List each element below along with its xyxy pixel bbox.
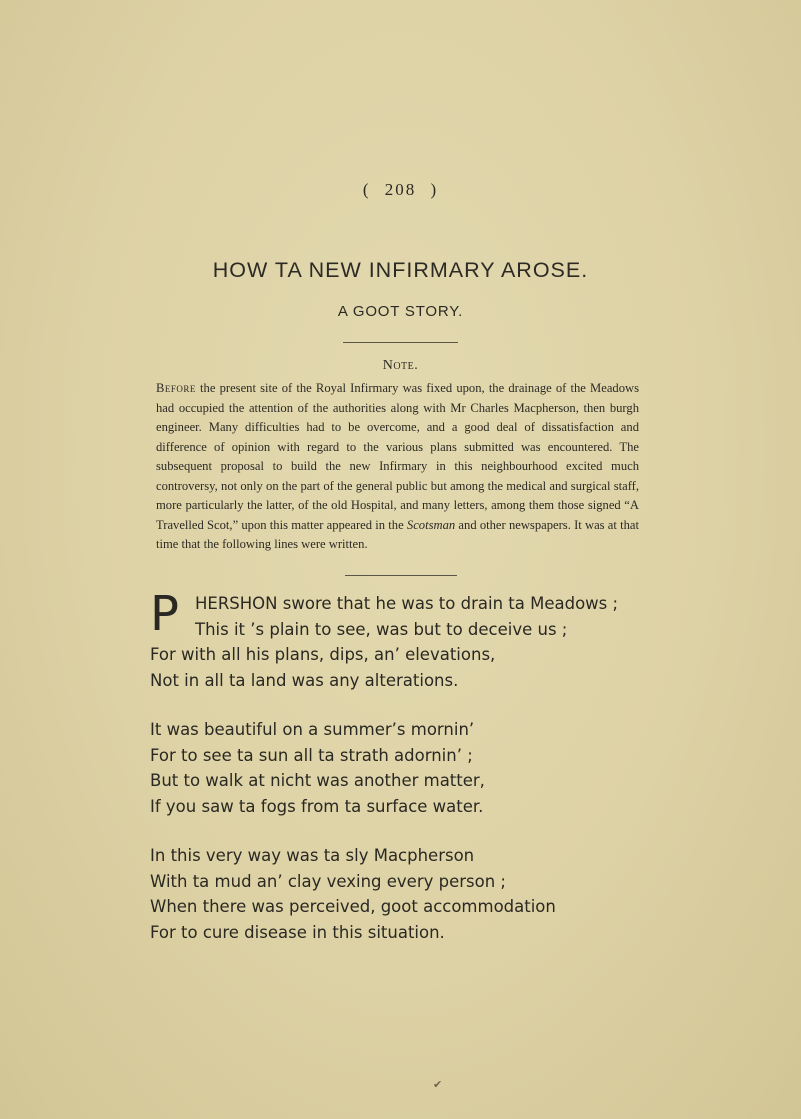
poem-line: For to see ta sun all ta strath adornin’ ; — [150, 745, 473, 765]
poem-line: If you saw ta fogs from ta surface water. — [150, 796, 484, 816]
note-heading: Note. — [382, 358, 419, 373]
stanza-gap — [150, 819, 710, 843]
poem-line: But to walk at nicht was another matter, — [150, 771, 485, 790]
drop-cap: P — [150, 586, 179, 642]
note-italic-newspaper: Scotsman — [406, 517, 456, 532]
divider-rule-bottom — [345, 575, 457, 576]
note-text-part-2: and other newspapers. It was at that time that the following lines were written. — [156, 517, 639, 551]
note-paragraph — [156, 379, 639, 555]
page-number: ( 208 ) — [362, 180, 439, 199]
note-lead-word: Before — [156, 381, 196, 395]
poem-line: It was beautiful on a summer’s mornin’ — [150, 720, 475, 739]
poem-line: For to cure disease in this situation. — [150, 922, 445, 942]
divider-rule-top — [343, 342, 458, 343]
poem-line: With ta mud an’ clay vexing every person ; — [150, 871, 506, 891]
poem — [150, 586, 710, 945]
poem-line: When there was perceived, goot accommodation — [150, 897, 556, 916]
poem-line: For with all his plans, dips, an’ elevations, — [150, 645, 496, 664]
note-text-part-1: the present site of the Royal Infirmary was fixed upon, the drainage of the Meadows had occupied the attention of the authorities along with Mr Charles Macpherson, then burgh engineer. Many difficulties had to be overcome, and a good deal of dissatisfaction and difference of opinion with regard to the various plans submitted was encountered. The subsequent proposal to build the new Infirmary in this neighbourhood excited much controversy, not only on the part of the general public but among the medical and surgical staff, more particularly the latter, of the old Hospital, and many letters, among them those signed “A Travelled Scot,” upon this matter appeared in the — [156, 381, 639, 532]
poem-line: In this very way was ta sly Macpherson — [150, 846, 475, 865]
page-subtitle: A GOOT STORY. — [337, 303, 464, 320]
check-mark-icon: ✔ — [433, 1079, 443, 1091]
page-title: HOW TA NEW INFIRMARY AROSE. — [212, 258, 589, 282]
poem-line: Not in all ta land was any alterations. — [150, 670, 459, 690]
poem-line: This it ’s plain to see, was but to deceive us ; — [195, 619, 568, 639]
poem-line: HERSHON swore that he was to drain ta Meadows ; — [195, 594, 619, 613]
stanza-gap — [150, 693, 710, 717]
